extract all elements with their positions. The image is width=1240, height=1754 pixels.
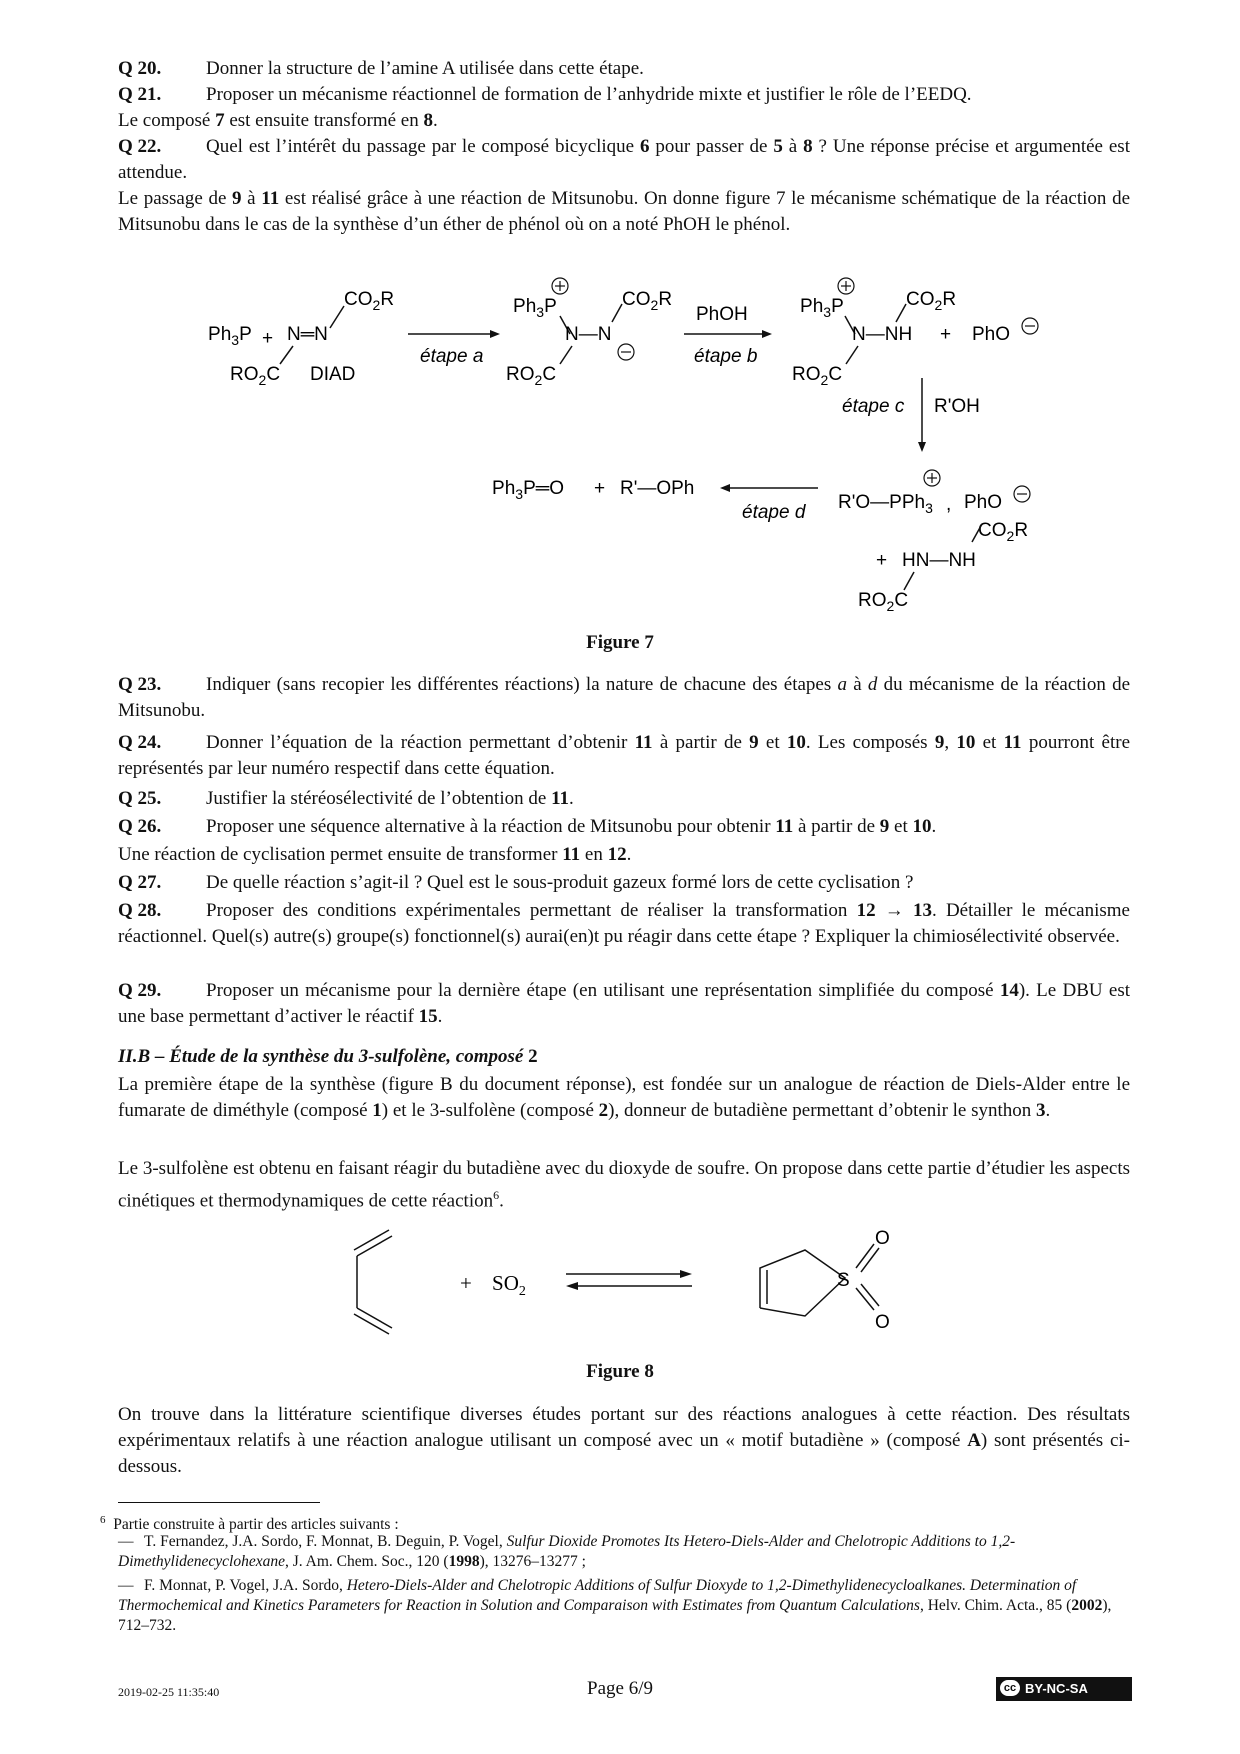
figure-7-mitsunobu-scheme: [0, 260, 1240, 630]
sulfolene-ring: [760, 1250, 845, 1316]
hn-nh-label: HN—NH: [902, 550, 976, 571]
n-n-label: N—N: [565, 324, 612, 345]
question-26: Q 26. Proposer une séquence alternative à la réaction de Mitsunobu pour obtenir 11 à partir de 9 et 10.: [118, 816, 937, 837]
paragraph-diels-alder: La première étape de la synthèse (figure B du document réponse), est fondée sur un analogue de réaction de Diels-Alder entre le fumarate de diméthyle (composé 1) et le 3-sulfolène (composé 2), donneur de butadiène permettant d’obtenir le synthon 3.: [118, 1074, 1130, 1121]
co2r-label: $CO_2R$: [344, 289, 395, 313]
question-29: Q 29. Proposer un mécanisme pour la dernière étape (en utilisant une représentation simplifiée du composé 14). Le DBU est une base permettant d’activer le réactif 15.: [118, 980, 1130, 1027]
etape-b-label: étape b: [694, 346, 758, 367]
paragraph-compose-7: Le composé 7 est ensuite transformé en 8.: [118, 110, 438, 131]
license-label: BY-NC-SA: [1025, 1681, 1088, 1696]
question-21: Q 21. Proposer un mécanisme réactionnel de formation de l’anhydride mixte et justifier le rôle de l’EEDQ.: [118, 84, 972, 105]
question-25: Q 25. Justifier la stéréosélectivité de l’obtention de 11.: [118, 788, 574, 809]
paragraph-mitsunobu: Le passage de 9 à 11 est réalisé grâce à une réaction de Mitsunobu. On donne figure 7 le mécanisme schématique de la réaction de Mitsunobu dans le cas de la synthèse d’un éther de phénol où on a noté PhOH le phénol.: [118, 188, 1131, 235]
sulfur-label: S: [837, 1270, 850, 1291]
footnote-rule: [118, 1502, 320, 1503]
oxygen-label: O: [875, 1312, 890, 1333]
phoh-label: PhOH: [696, 304, 748, 325]
paragraph-cyclisation: Une réaction de cyclisation permet ensuite de transformer 11 en 12.: [118, 844, 632, 865]
ph3p-label: $Ph_3P$: [208, 324, 252, 348]
pho-label: PhO: [972, 324, 1011, 345]
comma: ,: [946, 494, 952, 515]
paragraph-litterature: On trouve dans la littérature scientifique diverses études portant sur des réactions analogues à cette réaction. Des résultats expérimentaux relatifs à une réaction analogue utilisant un composé avec un « motif butadiène » (composé A) sont présentés ci-dessous.: [118, 1404, 1130, 1477]
co2r-label: $CO_2R$: [906, 289, 957, 313]
bond: [280, 346, 293, 364]
etape-c-label: étape c: [842, 396, 905, 417]
plus-sign: +: [262, 328, 274, 349]
figure-8-caption: Figure 8: [586, 1361, 654, 1382]
bond: [330, 306, 344, 328]
question-27: Q 27. De quelle réaction s’agit-il ? Quel est le sous-produit gazeux formé lors de cette cyclisation ?: [118, 872, 914, 893]
diad-n-n: N═N: [287, 324, 328, 345]
etape-a-label: étape a: [420, 346, 484, 367]
plus-sign: +: [460, 1271, 472, 1295]
paragraph-sulfolene: Le 3-sulfolène est obtenu en faisant réagir du butadiène avec du dioxyde de soufre. On propose dans cette partie d’étudier les aspects cinétiques et thermodynamiques de cette réaction$^6$.: [118, 1158, 1130, 1212]
ro2c-label: $RO_2C$: [858, 590, 909, 614]
etape-d-label: étape d: [742, 502, 806, 523]
so2-label: $SO_2$: [492, 1271, 526, 1299]
plus-sign: +: [594, 478, 606, 499]
n-nh-label: N—NH: [852, 324, 913, 345]
footnote-intro: $^6$ Partie construite à partir des articles suivants :: [100, 1514, 399, 1534]
question-22: Q 22. Quel est l’intérêt du passage par le composé bicyclique 6 pour passer de 5 à 8 ? Une réponse précise et argumentée est attendue.: [118, 136, 1130, 183]
question-24: Q 24. Donner l’équation de la réaction permettant d’obtenir 11 à partir de 9 et 10. Les composés 9, 10 et 11 pourront être représentés par leur numéro respectif dans cette équation.: [118, 732, 1131, 779]
co2r-label: $CO_2R$: [978, 520, 1029, 544]
license-badge: [996, 1677, 1132, 1701]
ph3p-label: $Ph_3P$: [800, 296, 844, 320]
footer-timestamp: 2019-02-25 11:35:40: [118, 1685, 220, 1699]
oxygen-label: O: [875, 1228, 890, 1249]
ph3p-o-label: $Ph_3P═O$: [492, 478, 564, 502]
cc-icon: cc: [1000, 1680, 1020, 1696]
diad-label: DIAD: [310, 364, 356, 385]
ro-pph3-label: R'O—PPh$_3$: [838, 492, 933, 516]
question-20: Q 20. Donner la structure de l’amine A utilisée dans cette étape.: [118, 58, 644, 79]
ro2c-label: $RO_2C$: [792, 364, 843, 388]
section-title: II.B – Étude de la synthèse du 3-sulfolène, composé 2: [118, 1046, 538, 1067]
page-number: Page 6/9: [587, 1678, 653, 1699]
figure-7-caption: Figure 7: [586, 632, 654, 653]
plus-sign: +: [940, 324, 952, 345]
arrowhead: [490, 330, 500, 338]
r-oph-label: R'—OPh: [620, 478, 695, 499]
ro2c-label: $RO_2C$: [506, 364, 557, 388]
co2r-label: $CO_2R$: [622, 289, 673, 313]
footnote-ref-2: — F. Monnat, P. Vogel, J.A. Sordo, Hetero-Diels-Alder and Chelotropic Additions of Sulfur Dioxyde to 1,2-Dimethylidenecycloalkanes. Determination of Thermochemical and Kinetics Parameters for Reaction in Solution and Comparaison with Estimates from Quantum Calculations, Helv. Chim. Acta., 85 (2002), 712–732.: [118, 1577, 1112, 1634]
ro2c-label: $RO_2C$: [230, 364, 281, 388]
rpoh-label: R'OH: [934, 396, 980, 417]
figure-8-sulfolene-scheme: [0, 1222, 1240, 1347]
question-23: Q 23. Indiquer (sans recopier les différentes réactions) la nature de chacune des étapes a à d du mécanisme de la réaction de Mitsunobu.: [118, 674, 1131, 721]
pho-label: PhO: [964, 492, 1003, 513]
plus-sign: +: [876, 550, 888, 571]
footnote-ref-1: — T. Fernandez, J.A. Sordo, F. Monnat, B. Deguin, P. Vogel, Sulfur Dioxide Promotes Its Hetero-Diels-Alder and Chelotropic Additions to 1,2-Dimethylidenecyclohexane, J. Am. Chem. Soc., 120 (1998), 13276–13277 ;: [118, 1533, 1016, 1570]
ph3p-label: $Ph_3P$: [513, 296, 557, 320]
question-28: Q 28. Proposer des conditions expérimentales permettant de réaliser la transformation 12 → 13. Détailler le mécanisme réactionnel. Quel(s) autre(s) groupe(s) fonctionnel(s) aurai(en)t pu réagir dans cette étape ? Expliquer la chimiosélectivité observée.: [118, 900, 1130, 947]
